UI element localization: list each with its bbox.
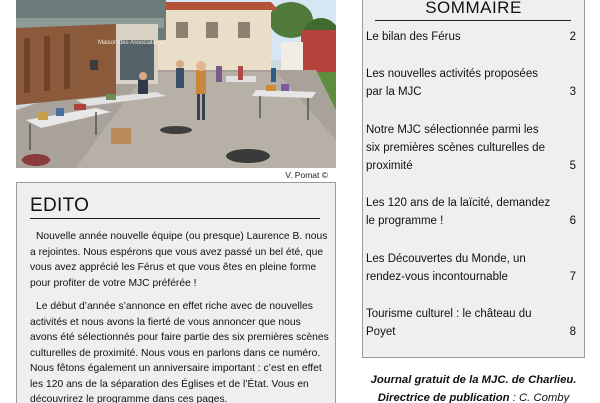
toc-entry-nouvelles-activites[interactable] bbox=[366, 65, 576, 101]
building-sign: Maison des Associations bbox=[98, 40, 164, 46]
toc-entry-title: Notre MJC sélectionnée parmi les six premières scènes culturelles de proximité bbox=[366, 124, 545, 172]
publication-director-name: : C. Comby bbox=[509, 392, 570, 403]
photo-credit: V. Pomat © bbox=[285, 170, 328, 180]
edito-paragraph: Le début d’année s’annonce en effet riche avec de nouvelles activités et nous avons la fierté de vous annoncer que nous avons été sélectionnés pour faire partie des six premières scènes culturelles de proximité. Nous vous en parlons dans ce numéro. Nous fêtons également un anniversaire important : c’est en effet les 120 ans de la séparation des Églises et de l’État. Vous en découvrirez le programme dans ces pages. bbox=[30, 301, 329, 403]
toc-entry-page: 7 bbox=[569, 271, 576, 283]
toc-entry-title: Tourisme culturel : le château du Poyet bbox=[366, 308, 532, 338]
sommaire-box bbox=[362, 0, 585, 358]
market-scene-image bbox=[16, 0, 336, 168]
toc-entry-scenes-culturelles[interactable] bbox=[366, 121, 576, 175]
toc-entry-page: 2 bbox=[569, 31, 576, 43]
toc-entry-title: Les Découvertes du Monde, un rendez-vous incontournable bbox=[366, 253, 526, 283]
edito-paragraph: Nouvelle année nouvelle équipe (ou presque) Laurence B. nous a rejointes. Nous espérons que vous avez passé un bel été, que vous avez apprécié les Férus et que vous êtes en pleine forme pour profiter de votre MJC préférée ! bbox=[30, 231, 328, 289]
edito-box bbox=[16, 182, 336, 403]
toc-entry-bilan-ferus[interactable] bbox=[366, 28, 576, 46]
toc-entry-title: Les nouvelles activités proposées par la MJC bbox=[366, 68, 538, 98]
toc-entry-page: 8 bbox=[569, 326, 576, 338]
toc-entry-page: 6 bbox=[569, 215, 576, 227]
publication-director bbox=[362, 392, 585, 403]
edito-divider bbox=[30, 218, 320, 219]
toc-entry-chateau-poyet[interactable] bbox=[366, 305, 576, 341]
toc-entry-title: Le bilan des Férus bbox=[366, 31, 461, 43]
toc-entry-laicite[interactable] bbox=[366, 194, 576, 230]
publication-director-label: Directrice de publication bbox=[377, 392, 510, 403]
toc-entry-page: 5 bbox=[569, 160, 576, 172]
edito-title: EDITO bbox=[30, 195, 90, 216]
sommaire-divider bbox=[375, 20, 571, 21]
toc-entry-decouvertes-monde[interactable] bbox=[366, 250, 576, 286]
cover-photo bbox=[16, 0, 336, 168]
journal-note: Journal gratuit de la MJC. de Charlieu. bbox=[370, 374, 577, 386]
toc-entry-page: 3 bbox=[569, 86, 576, 98]
toc-entry-title: Les 120 ans de la laïcité, demandez le programme ! bbox=[366, 197, 551, 227]
sommaire-title: SOMMAIRE bbox=[425, 0, 522, 17]
edito-body bbox=[30, 229, 330, 403]
